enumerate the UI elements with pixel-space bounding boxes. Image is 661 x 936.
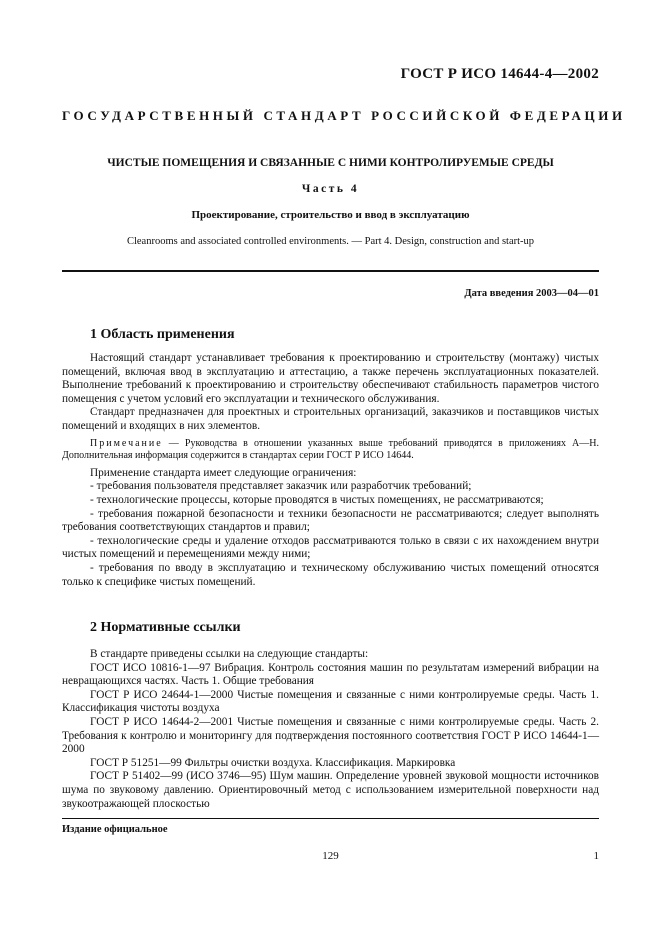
note [62,438,599,463]
list-item: - технологические среды и удаление отходов рассматриваются только в связи с их нахождением внутри чистых помещений и перемещениями между ними; [62,534,599,561]
section-1-heading: 1 Область применения [90,327,235,342]
section-1-body [62,352,599,589]
state-standard-banner: ГОСУДАРСТВЕННЫЙ СТАНДАРТ РОССИЙСКОЙ ФЕДЕРАЦИИ [62,108,626,123]
page-number-center: 129 [322,850,339,862]
list-item: - требования пользователя представляет заказчик или разработчик требований; [90,480,472,493]
list-item: - требования по вводу в эксплуатацию и техническому обслуживанию чистых помещений относятся только к специфике чистых помещений. [62,561,599,588]
section-2-body [62,648,599,811]
note-text: — Руководства в отношении указанных выше требований приводятся в приложениях А—Н. Дополнительная информация содержится в стандартах серии ГОСТ Р ИСО 14644. [62,437,599,462]
list-item: - требования пожарной безопасности и техники безопасности не рассматриваются; следует выполнять требования соответствующих стандартов и правил; [62,507,599,534]
reference-item: ГОСТ ИСО 10816-1—97 Вибрация. Контроль состояния машин по результатам измерений вибрации на невращающихся частях. Часть 1. Общие требования [62,661,599,688]
footer-divider [62,818,599,819]
reference-item: ГОСТ Р ИСО 14644-2—2001 Чистые помещения и связанные с ними контролируемые среды. Часть 2. Требования к контролю и мониторингу для подтверждения постоянного соответствия ГОСТ Р ИСО 14644-1—2000 [62,715,599,756]
paragraph: Применение стандарта имеет следующие ограничения: [90,466,357,479]
document-subtitle: Проектирование, строительство и ввод в эксплуатацию [191,209,470,221]
english-title: Cleanrooms and associated controlled environments. — Part 4. Design, construction and start-up [126,236,535,247]
header-divider [62,270,599,272]
paragraph: Настоящий стандарт устанавливает требования к проектированию и строительству (монтажу) чистых помещений, включая ввод в эксплуатацию и аттестацию, а также перечень эксплуатационных показателей. Выполнение требований к проектированию и строительству обеспечивают стабильность параметров чистого помещения с учетом условий его эксплуатации и технического обслуживания. [62,352,599,405]
page-number-right: 1 [593,850,599,862]
effective-date: Дата введения 2003—04—01 [464,288,599,299]
reference-item: ГОСТ Р 51251—99 Фильтры очистки воздуха. Классификация. Маркировка [90,756,456,769]
reference-item: ГОСТ Р ИСО 24644-1—2000 Чистые помещения и связанные с ними контролируемые среды. Часть 1. Классификация чистоты воздуха [62,688,599,715]
paragraph: В стандарте приведены ссылки на следующие стандарты: [90,648,369,660]
note-label: Примечание [90,437,163,449]
part-label: Часть 4 [301,183,360,195]
paragraph: Стандарт предназначен для проектных и строительных организаций, заказчиков и поставщиков чистых помещений и входящих в них элементов. [62,406,599,432]
document-code: ГОСТ Р ИСО 14644-4—2002 [400,66,599,82]
reference-item: ГОСТ Р 51402—99 (ИСО 3746—95) Шум машин. Определение уровней звуковой мощности источников шума по звуковому давлению. Ориентировочный метод с использованием измерительной поверхности над звукоотражающей плоскостью [62,770,599,810]
list-item: - технологические процессы, которые проводятся в чистых помещениях, не рассматриваются; [90,493,544,506]
section-2-heading: 2 Нормативные ссылки [90,620,241,635]
document-title: ЧИСТЫЕ ПОМЕЩЕНИЯ И СВЯЗАННЫЕ С НИМИ КОНТРОЛИРУЕМЫЕ СРЕДЫ [107,157,554,169]
official-edition-label: Издание официальное [62,824,168,835]
